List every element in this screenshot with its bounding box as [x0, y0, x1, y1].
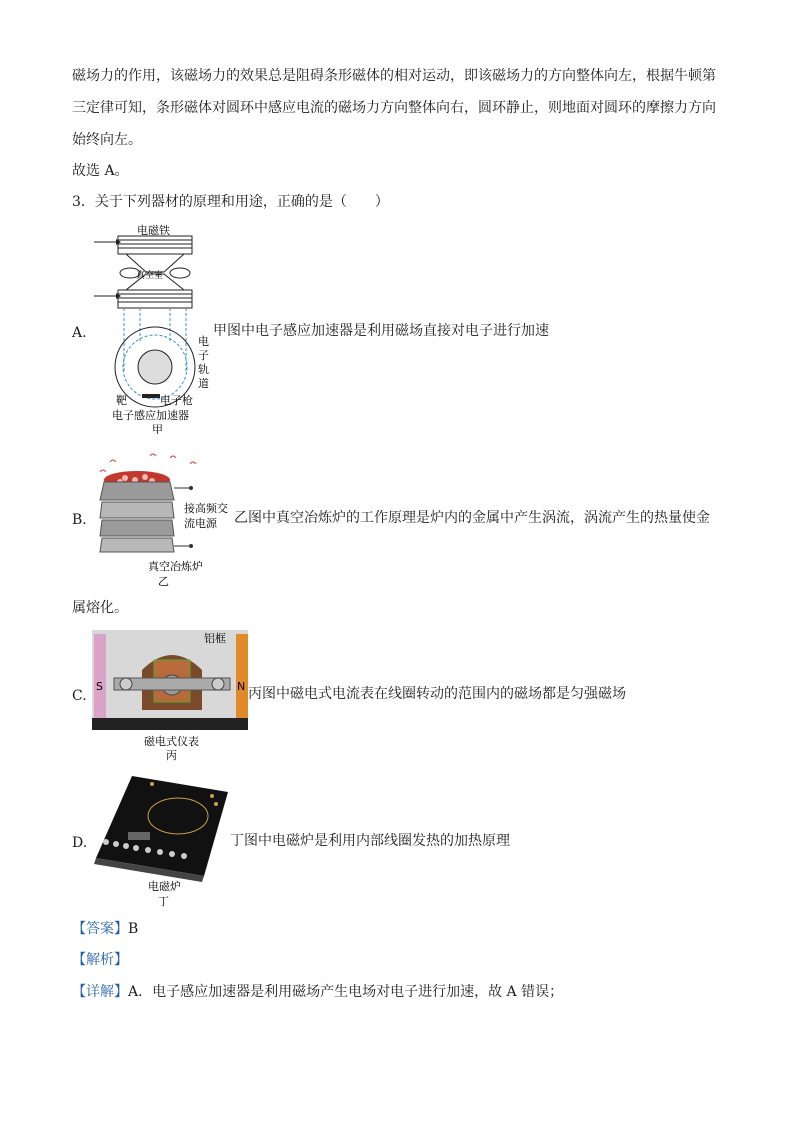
answer-line [72, 919, 138, 939]
electromagnet-bottom [118, 290, 192, 308]
label-orbit-1: 电 [198, 335, 209, 348]
label-electron-gun: 电子枪 [160, 394, 193, 407]
detail-tag: 【详解】 [72, 984, 128, 1000]
label-power-1: 接高频交 [184, 502, 228, 515]
caption-furnace: 真空冶炼炉 [148, 560, 203, 573]
label-power-2: 流电源 [184, 517, 217, 530]
answer-value: B [128, 921, 139, 937]
paragraph-line-2: 三定律可知，条形磁体对圆环中感应电流的磁场力方向整体向右，圆环静止，则地面对圆环的摩擦力方向 [72, 100, 716, 116]
option-d-letter: D. [72, 835, 88, 851]
label-al-frame: 铝框 [204, 632, 226, 645]
option-c-text: 丙图中磁电式电流表在线圈转动的范围内的磁场都是匀强磁场 [248, 686, 626, 702]
label-electromagnet: 电磁铁 [137, 224, 170, 237]
sub-label-yi: 乙 [158, 575, 169, 588]
option-b-text-cont: 属熔化。 [72, 600, 128, 616]
betatron-figure [90, 222, 220, 434]
option-b-text: 乙图中真空冶炼炉的工作原理是炉内的金属中产生涡流，涡流产生的热量使金 [234, 510, 710, 526]
analysis-tag: 【解析】 [72, 952, 128, 968]
galvanometer-figure [92, 630, 252, 762]
label-orbit-4: 道 [198, 377, 209, 390]
label-s-pole: S [96, 680, 103, 693]
sub-label-ding: 丁 [158, 895, 169, 908]
vacuum-furnace-figure [90, 452, 238, 590]
option-c-letter: C. [72, 688, 87, 704]
caption-galvanometer: 磁电式仪表 [144, 735, 199, 748]
option-d-text: 丁图中电磁炉是利用内部线圈发热的加热原理 [230, 833, 510, 849]
option-a-text: 甲图中电子感应加速器是利用磁场直接对电子进行加速 [213, 323, 549, 339]
label-target: 靶 [116, 394, 127, 407]
label-n-pole: N [237, 680, 246, 693]
option-b-letter: B. [72, 512, 87, 528]
question-stem: 3．关于下列器材的原理和用途，正确的是（ ） [72, 194, 389, 210]
option-a-letter: A. [72, 325, 87, 341]
label-orbit-3: 轨 [198, 363, 209, 376]
caption-betatron: 电子感应加速器 [112, 409, 189, 422]
paragraph-line-1: 磁场力的作用，该磁场力的效果总是阻碍条形磁体的相对运动，即该磁场力的方向整体向左，根据牛顿第 [72, 68, 716, 84]
detail-line [72, 982, 563, 1002]
answer-tag: 【答案】 [72, 921, 128, 937]
prev-answer: 故选 A。 [72, 163, 129, 179]
induction-cooker-figure [92, 772, 234, 910]
label-orbit-2: 子 [198, 349, 209, 362]
analysis-line [72, 950, 128, 970]
label-vacuum-chamber: 真空室 [136, 271, 164, 281]
sub-label-bing: 丙 [166, 749, 177, 762]
sub-label-jia: 甲 [152, 423, 163, 434]
detail-text: A．电子感应加速器是利用磁场产生电场对电子进行加速，故 A 错误； [128, 984, 564, 1000]
caption-cooker: 电磁炉 [148, 880, 181, 893]
electromagnet-top [118, 236, 192, 254]
paragraph-line-3: 始终向左。 [72, 132, 142, 148]
